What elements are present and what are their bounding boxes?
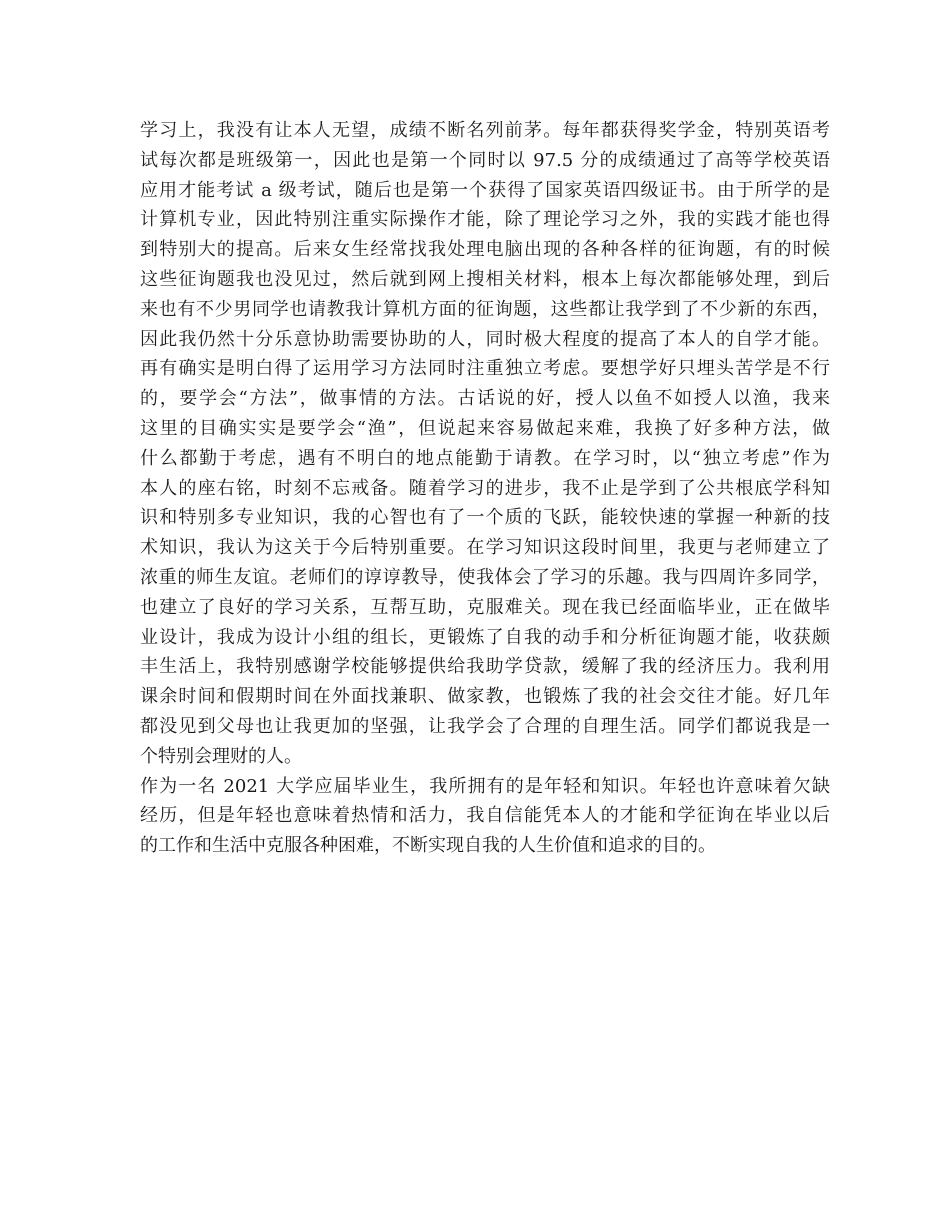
text-line: 个特别会理财的人。 [140,745,302,767]
text-line: 作为一名 2021 大学应届毕业生，我所拥有的是年轻和知识。年轻也许意味着欠缺 [140,775,830,797]
text-line: 计算机专业，因此特别注重实际操作才能，除了理论学习之外，我的实践才能也得 [140,209,830,231]
text-line: 再有确实是明白得了运用学习方法同时注重独立考虑。要想学好只埋头苦学是不行 [140,358,830,380]
text-line: 的，要学会“方法”，做事情的方法。古话说的好，授人以鱼不如授人以渔，我来 [140,388,830,410]
text-line: 因此我仍然十分乐意协助需要协助的人，同时极大程度的提高了本人的自学才能。 [140,328,830,350]
text-line: 应用才能考试 a 级考试，随后也是第一个获得了国家英语四级证书。由于所学的是 [140,179,830,201]
text-line: 也建立了良好的学习关系，互帮互助，克服难关。现在我已经面临毕业，正在做毕 [140,596,830,618]
body-text [140,116,830,861]
text-line: 这里的目确实实是要学会“渔”，但说起来容易做起来难，我换了好多种方法，做 [140,417,830,439]
text-line: 学习上，我没有让本人无望，成绩不断名列前茅。每年都获得奖学金，特别英语考 [140,120,830,141]
text-line: 业设计，我成为设计小组的组长，更锻炼了自我的动手和分析征询题才能，收获颇 [140,626,830,648]
text-line: 到特别大的提高。后来女生经常找我处理电脑出现的各种各样的征询题，有的时候 [140,239,830,261]
text-line: 试每次都是班级第一，因此也是第一个同时以 97.5 分的成绩通过了高等学校英语 [140,149,830,171]
text-line: 本人的座右铭，时刻不忘戒备。随着学习的进步，我不止是学到了公共根底学科知 [140,477,830,499]
text-line: 来也有不少男同学也请教我计算机方面的征询题，这些都让我学到了不少新的东西， [140,298,830,320]
text-line: 什么都勤于考虑，遇有不明白的地点能勤于请教。在学习时，以“独立考虑”作为 [140,447,830,469]
text-line: 丰生活上，我特别感谢学校能够提供给我助学贷款，缓解了我的经济压力。我利用 [140,656,830,678]
text-line: 的工作和生活中克服各种困难，不断实现自我的人生价值和追求的目的。 [140,835,716,857]
text-line: 课余时间和假期时间在外面找兼职、做家教，也锻炼了我的社会交往才能。好几年 [140,686,830,708]
text-line: 术知识，我认为这关于今后特别重要。在学习知识这段时间里，我更与老师建立了 [140,537,830,559]
text-line: 经历，但是年轻也意味着热情和活力，我自信能凭本人的才能和学征询在毕业以后 [140,805,830,827]
text-line: 识和特别多专业知识，我的心智也有了一个质的飞跃，能较快速的掌握一种新的技 [140,507,830,529]
text-line: 这些征询题我也没见过，然后就到网上搜相关材料，根本上每次都能够处理，到后 [140,268,830,290]
text-line: 浓重的师生友谊。老师们的谆谆教导，使我体会了学习的乐趣。我与四周许多同学， [140,566,830,588]
text-line: 都没见到父母也让我更加的坚强，让我学会了合理的自理生活。同学们都说我是一 [140,715,830,737]
